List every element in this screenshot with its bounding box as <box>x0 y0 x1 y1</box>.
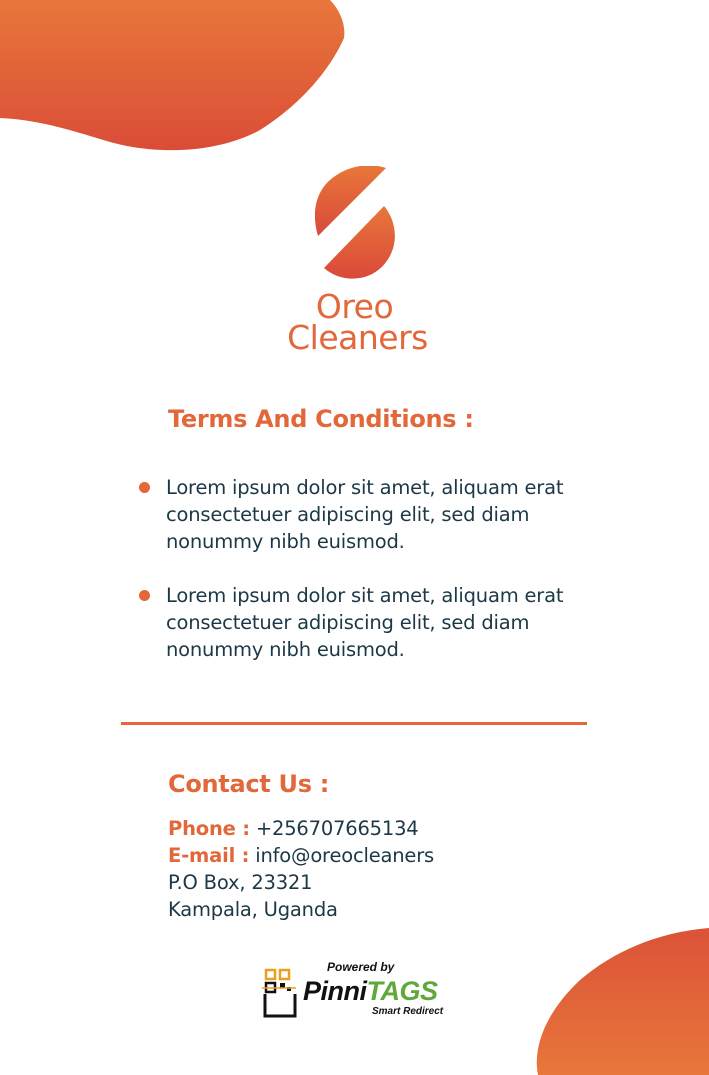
phone-label: Phone : <box>168 817 250 840</box>
bullet-icon <box>139 482 150 493</box>
phone-row <box>168 815 419 842</box>
qr-code-icon <box>262 966 298 1018</box>
section-divider <box>121 722 587 725</box>
s-mark-logo-icon <box>310 166 400 281</box>
brand-name-line2: Cleaners <box>287 318 428 357</box>
tagline-text: Smart Redirect <box>372 1006 444 1017</box>
address-line1: P.O Box, 23321 <box>168 871 313 894</box>
email-label: E-mail : <box>168 844 250 867</box>
terms-heading: Terms And Conditions : <box>168 405 474 433</box>
bottom-right-decorative-blob <box>537 928 709 1075</box>
powered-by-text: Powered by <box>327 960 395 974</box>
brand-name-line1: Oreo <box>315 287 394 326</box>
terms-item: Lorem ipsum dolor sit amet, aliquam erat consectetuer adipiscing elit, sed diam nonummy nibh euismod. <box>166 584 564 661</box>
email-row <box>168 842 434 869</box>
address-line2: Kampala, Uganda <box>168 898 338 921</box>
phone-value[interactable]: +256707665134 <box>255 817 419 840</box>
email-value[interactable]: info@oreocleaners <box>255 844 434 867</box>
contact-heading: Contact Us : <box>168 770 330 798</box>
bullet-icon <box>139 590 150 601</box>
terms-item: Lorem ipsum dolor sit amet, aliquam erat consectetuer adipiscing elit, sed diam nonummy nibh euismod. <box>166 476 564 553</box>
pinnitags-logo: PinniTAGS <box>303 976 438 1006</box>
